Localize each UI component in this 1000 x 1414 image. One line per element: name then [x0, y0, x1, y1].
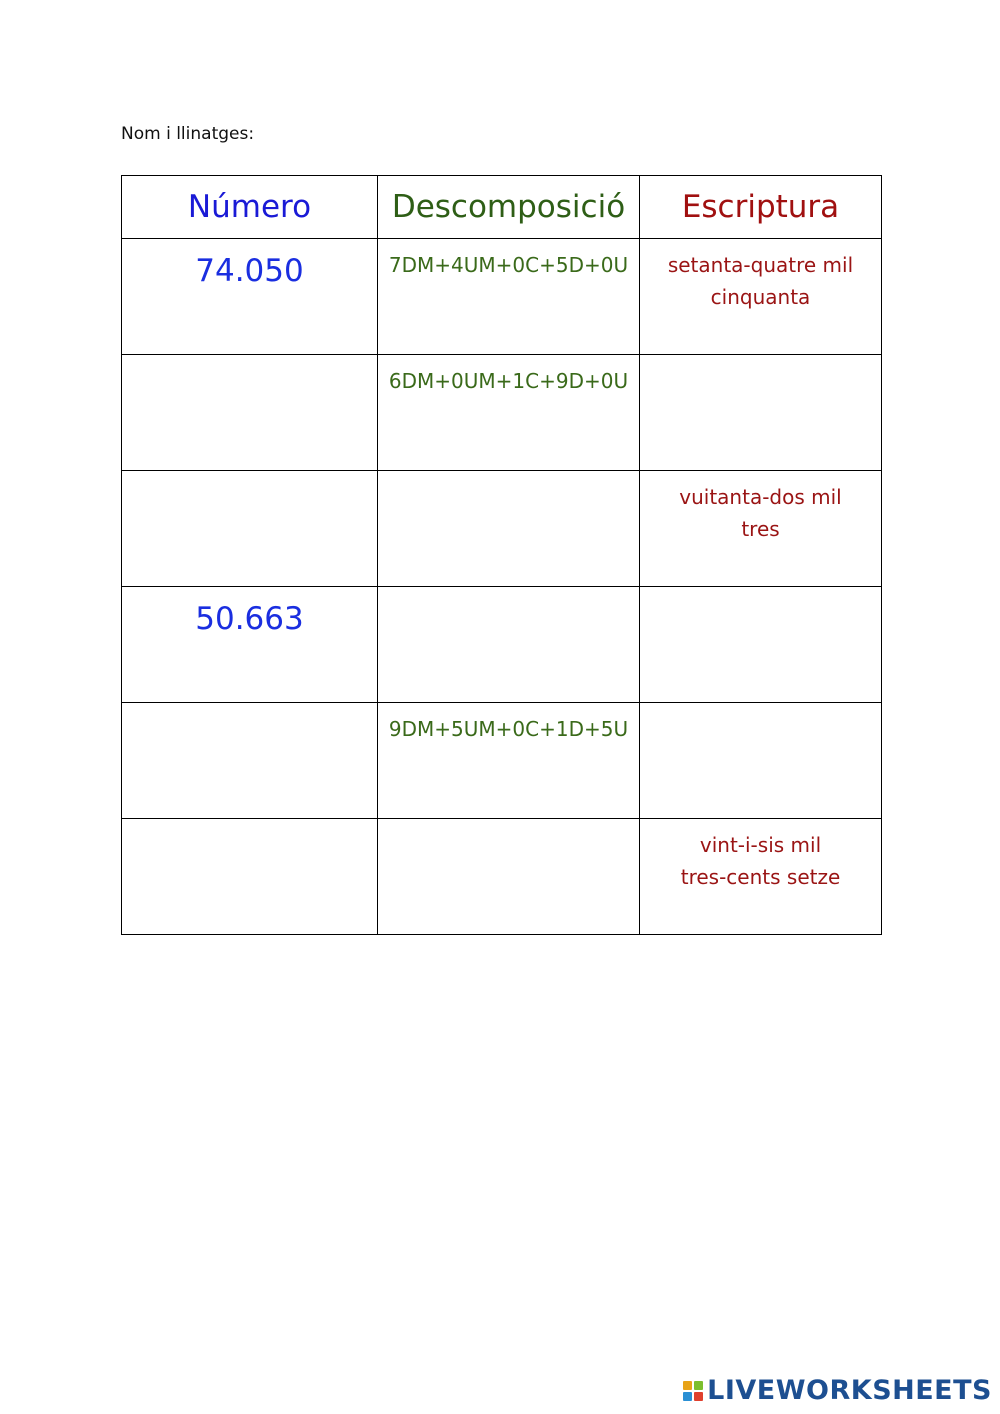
descomposicio-value: [378, 471, 639, 485]
escriptura-line2: tres: [741, 517, 780, 541]
cell-escriptura[interactable]: [640, 587, 882, 703]
numero-value: [122, 819, 377, 833]
numero-value: [122, 471, 377, 485]
liveworksheets-logo: [683, 1375, 992, 1406]
logo-square-icon: [683, 1392, 692, 1401]
cell-descomposicio[interactable]: [378, 355, 640, 471]
escriptura-line2: cinquanta: [710, 285, 811, 309]
cell-numero[interactable]: [122, 587, 378, 703]
logo-mark-icon: [683, 1381, 703, 1401]
cell-descomposicio[interactable]: [378, 471, 640, 587]
numero-value: [122, 703, 377, 717]
table-row: [122, 819, 882, 935]
cell-numero[interactable]: [122, 239, 378, 355]
logo-text: LIVEWORKSHEETS: [707, 1375, 992, 1406]
column-header-descomposicio: Descomposició: [378, 176, 640, 239]
numero-value: 74.050: [195, 253, 304, 289]
cell-descomposicio[interactable]: [378, 819, 640, 935]
table-row: [122, 703, 882, 819]
escriptura-line1: vint-i-sis mil: [699, 833, 822, 857]
cell-escriptura[interactable]: [640, 355, 882, 471]
escriptura-value: [640, 587, 881, 629]
table-row: [122, 355, 882, 471]
escriptura-value: [640, 819, 881, 893]
escriptura-value: [640, 239, 881, 313]
table-row: [122, 239, 882, 355]
table-header-row: [122, 176, 882, 239]
numero-value: 50.663: [195, 601, 304, 637]
cell-descomposicio[interactable]: [378, 703, 640, 819]
column-header-escriptura: Escriptura: [640, 176, 882, 239]
escriptura-line2: tres-cents setze: [680, 865, 841, 889]
descomposicio-value: 6DM+0UM+1C+9D+0U: [388, 369, 629, 393]
descomposicio-value: 9DM+5UM+0C+1D+5U: [388, 717, 629, 741]
escriptura-line1: vuitanta-dos mil: [679, 485, 842, 509]
cell-descomposicio[interactable]: [378, 587, 640, 703]
cell-escriptura[interactable]: [640, 239, 882, 355]
table-row: [122, 587, 882, 703]
logo-square-icon: [694, 1392, 703, 1401]
cell-numero[interactable]: [122, 819, 378, 935]
name-label: Nom i llinatges:: [121, 124, 255, 144]
cell-descomposicio[interactable]: [378, 239, 640, 355]
escriptura-value: [640, 703, 881, 745]
descomposicio-value: [378, 819, 639, 833]
escriptura-value: [640, 471, 881, 545]
escriptura-line1: setanta-quatre mil: [667, 253, 854, 277]
worksheet-table: [121, 175, 882, 935]
column-header-numero: Número: [122, 176, 378, 239]
descomposicio-value: [378, 587, 639, 601]
cell-numero[interactable]: [122, 355, 378, 471]
numero-value: [122, 355, 377, 369]
cell-escriptura[interactable]: [640, 471, 882, 587]
cell-numero[interactable]: [122, 703, 378, 819]
cell-numero[interactable]: [122, 471, 378, 587]
logo-square-icon: [694, 1381, 703, 1390]
cell-escriptura[interactable]: [640, 819, 882, 935]
cell-escriptura[interactable]: [640, 703, 882, 819]
logo-square-icon: [683, 1381, 692, 1390]
table-row: [122, 471, 882, 587]
descomposicio-value: 7DM+4UM+0C+5D+0U: [388, 253, 629, 277]
escriptura-value: [640, 355, 881, 397]
